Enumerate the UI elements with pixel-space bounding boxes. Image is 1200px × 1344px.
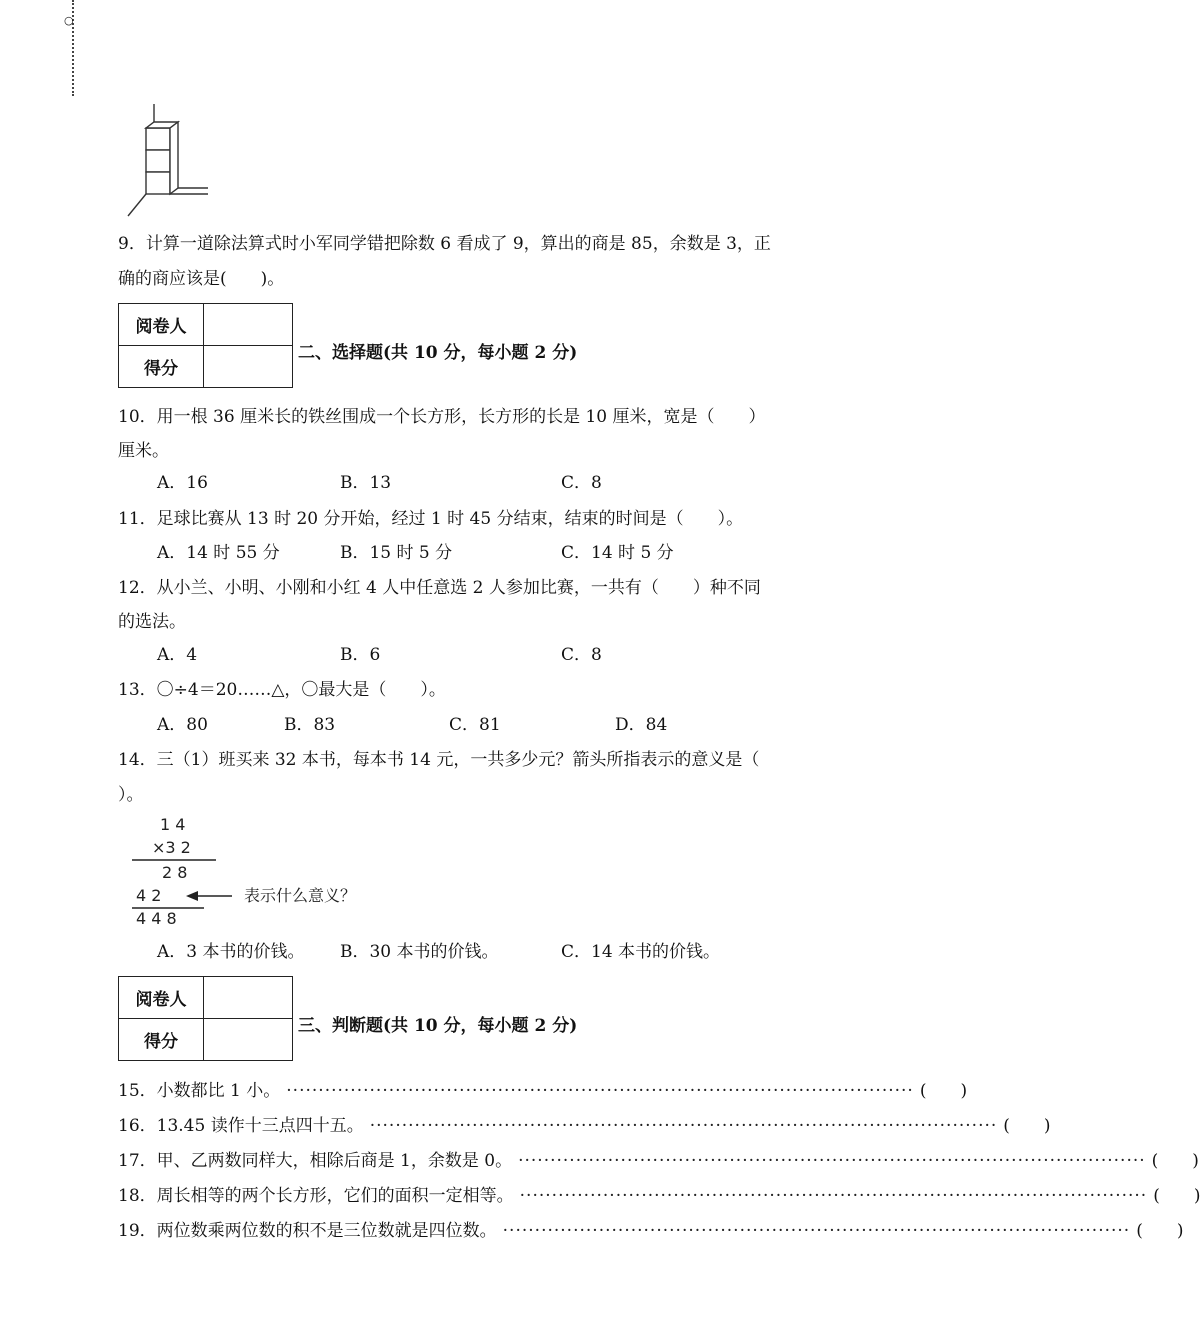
question-12-line1: 12．从小兰、小明、小刚和小红 4 人中任意选 2 人参加比赛，一共有（ ）种不同 bbox=[118, 578, 761, 598]
section-2-title: 二、选择题(共 10 分，每小题 2 分) bbox=[298, 343, 578, 363]
question-9-line1: 9．计算一道除法算式时小军同学错把除数 6 看成了 9，算出的商是 85，余数是 3，正 bbox=[118, 234, 771, 254]
dot-leader: ·································································································· bbox=[519, 1186, 1148, 1206]
dot-leader: ·································································································· bbox=[286, 1081, 914, 1101]
calc-row-2: ×3 2 bbox=[152, 838, 191, 857]
section-3-title: 三、判断题(共 10 分，每小题 2 分) bbox=[298, 1016, 578, 1036]
q10-option-a[interactable]: A．16 bbox=[157, 473, 208, 493]
answer-parentheses[interactable]: ( ) bbox=[1136, 1221, 1184, 1241]
judge-text: 15．小数都比 1 小。 bbox=[118, 1081, 281, 1101]
reviewer-cell[interactable] bbox=[204, 304, 293, 346]
answer-parentheses[interactable]: ( ) bbox=[1003, 1116, 1051, 1136]
reviewer-label: 阅卷人 bbox=[119, 304, 204, 346]
score-cell[interactable] bbox=[204, 1019, 293, 1061]
question-11-line1: 11．足球比赛从 13 时 20 分开始，经过 1 时 45 分结束，结束的时间是（ ）。 bbox=[118, 509, 744, 529]
answer-parentheses[interactable]: ( ) bbox=[1153, 1186, 1200, 1206]
judge-item-19 bbox=[118, 1220, 1184, 1242]
question-14-line1: 14．三（1）班买来 32 本书，每本书 14 元，一共多少元？箭头所指表示的意义是（ bbox=[118, 750, 760, 770]
q12-option-a[interactable]: A．4 bbox=[157, 645, 198, 665]
question-9-line2: 确的商应该是( )。 bbox=[118, 269, 285, 289]
q11-option-c[interactable]: C．14 时 5 分 bbox=[561, 543, 674, 563]
dot-leader: ·································································································· bbox=[369, 1116, 998, 1136]
judge-item-15 bbox=[118, 1080, 968, 1102]
judge-text: 16．13.45 读作十三点四十五。 bbox=[118, 1116, 364, 1136]
arrow-head-icon bbox=[186, 891, 198, 901]
reviewer-cell[interactable] bbox=[204, 977, 293, 1019]
q11-option-b[interactable]: B．15 时 5 分 bbox=[340, 543, 453, 563]
judge-text: 19．两位数乘两位数的积不是三位数就是四位数。 bbox=[118, 1221, 497, 1241]
multiplication-figure bbox=[124, 810, 374, 930]
score-label: 得分 bbox=[119, 346, 204, 388]
q13-option-d[interactable]: D．84 bbox=[615, 715, 668, 735]
q13-option-b[interactable]: B．83 bbox=[284, 715, 336, 735]
q14-option-c[interactable]: C．14 本书的价钱。 bbox=[561, 942, 721, 962]
calc-row-3: 2 8 bbox=[162, 863, 188, 882]
q12-option-b[interactable]: B．6 bbox=[340, 645, 381, 665]
reviewer-label: 阅卷人 bbox=[119, 977, 204, 1019]
answer-parentheses[interactable]: ( ) bbox=[919, 1081, 968, 1101]
question-10-line1: 10．用一根 36 厘米长的铁丝围成一个长方形，长方形的长是 10 厘米，宽是（ ） bbox=[118, 407, 766, 427]
calc-row-5: 4 4 8 bbox=[136, 909, 177, 928]
binding-mark: ○ bbox=[64, 14, 74, 27]
question-12-line2: 的选法。 bbox=[118, 612, 186, 632]
q10-option-b[interactable]: B．13 bbox=[340, 473, 392, 493]
question-10-line2: 厘米。 bbox=[118, 441, 169, 461]
judge-text: 18．周长相等的两个长方形，它们的面积一定相等。 bbox=[118, 1186, 514, 1206]
q14-option-b[interactable]: B．30 本书的价钱。 bbox=[340, 942, 499, 962]
q10-option-c[interactable]: C．8 bbox=[561, 473, 602, 493]
q14-option-a[interactable]: A．3 本书的价钱。 bbox=[157, 942, 305, 962]
score-box-section3 bbox=[118, 976, 293, 1061]
q13-option-c[interactable]: C．81 bbox=[449, 715, 501, 735]
cube-stack-figure bbox=[124, 100, 214, 220]
q13-option-a[interactable]: A．80 bbox=[157, 715, 208, 735]
calc-row-1: 1 4 bbox=[160, 815, 186, 834]
score-cell[interactable] bbox=[204, 346, 293, 388]
q12-option-c[interactable]: C．8 bbox=[561, 645, 602, 665]
judge-item-17 bbox=[118, 1150, 1199, 1172]
calc-row-4: 4 2 bbox=[136, 886, 162, 905]
dot-leader: ·································································································· bbox=[518, 1151, 1146, 1171]
judge-text: 17．甲、乙两数同样大，相除后商是 1，余数是 0。 bbox=[118, 1151, 513, 1171]
answer-parentheses[interactable]: ( ) bbox=[1151, 1151, 1199, 1171]
judge-item-16 bbox=[118, 1115, 1051, 1137]
calc-note: 表示什么意义？ bbox=[244, 886, 357, 905]
dot-leader: ·································································································· bbox=[502, 1221, 1131, 1241]
question-13-line1: 13．〇÷4＝20……△，〇最大是（ ）。 bbox=[118, 680, 446, 700]
judge-item-18 bbox=[118, 1185, 1200, 1207]
question-14-line2: ）。 bbox=[118, 785, 144, 805]
score-box-section2 bbox=[118, 303, 293, 388]
score-label: 得分 bbox=[119, 1019, 204, 1061]
q11-option-a[interactable]: A．14 时 55 分 bbox=[157, 543, 280, 563]
